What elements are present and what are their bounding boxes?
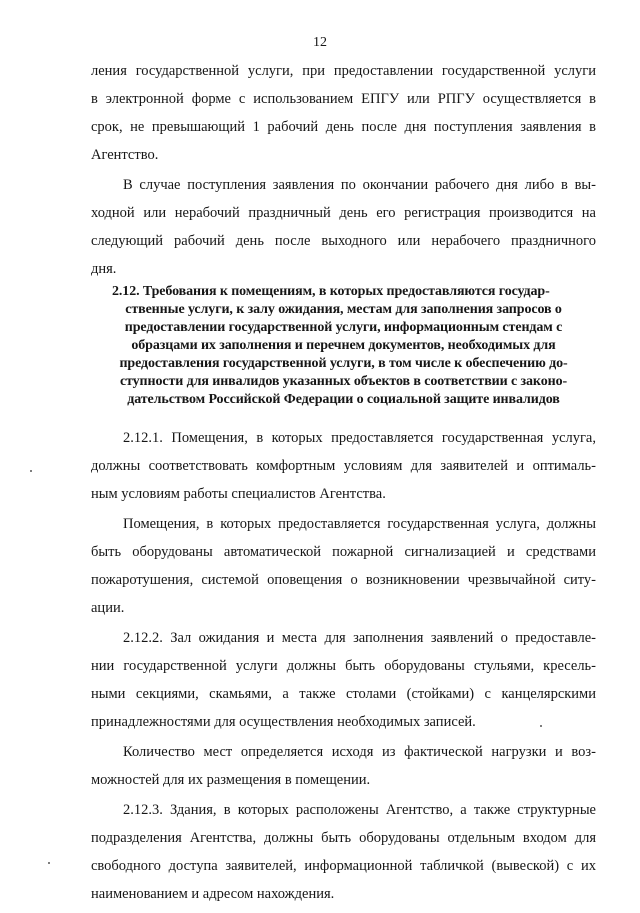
text-line: должны соответствовать комфортным условиям для заявителей и оптималь- (91, 458, 596, 474)
scan-speck (30, 470, 32, 472)
scan-speck (48, 862, 50, 864)
text-line: пожаротушения, системой оповещения о возникновении чрезвычайной ситу- (91, 572, 596, 588)
text-line: быть оборудованы автоматической пожарной сигнализацией и средствами (91, 544, 596, 560)
section-heading-line: предоставления государственной услуги, в том числе к обеспечению до- (119, 356, 568, 371)
section-heading-line: образцами их заполнения и перечнем документов, необходимых для (131, 338, 556, 353)
text-line: Помещения, в которых предоставляется государственная услуга, должны (123, 516, 596, 532)
section-heading-line: предоставлении государственной услуги, информационным стендам с (124, 320, 563, 335)
text-line: наименованием и адресом нахождения. (91, 886, 335, 902)
text-line: ления государственной услуги, при предоставлении государственной услуги (91, 63, 596, 79)
scan-speck (540, 725, 542, 727)
text-line: ходной или нерабочий праздничный день его регистрация производится на (91, 205, 596, 221)
text-line: срок, не превышающий 1 рабочий день после дня поступления заявления в (91, 119, 596, 135)
text-line: Количество мест определяется исходя из фактической нагрузки и воз- (123, 744, 596, 760)
text-line: ации. (91, 600, 125, 616)
text-line: подразделения Агентства, должны быть оборудованы отдельным входом для (91, 830, 596, 846)
text-line: следующий рабочий день после выходного или нерабочего праздничного (91, 233, 596, 249)
text-line: В случае поступления заявления по окончании рабочего дня либо в вы- (123, 177, 596, 193)
text-line: 2.12.3. Здания, в которых расположены Агентство, а также структурные (123, 802, 596, 818)
section-heading-line: дательством Российской Федерации о социальной защите инвалидов (127, 392, 560, 407)
text-line: свободного доступа заявителей, информационной табличкой (вывеской) с их (91, 858, 596, 874)
section-heading-line: ственные услуги, к залу ожидания, местам для заполнения запросов о (125, 302, 562, 317)
page-number: 12 (313, 35, 327, 50)
text-line: Агентство. (91, 147, 159, 163)
text-line: можностей для их размещения в помещении. (91, 772, 371, 788)
text-line: 2.12.1. Помещения, в которых предоставляется государственная услуга, (123, 430, 596, 446)
section-heading-line: ступности для инвалидов указанных объектов в соответствии с законо- (119, 374, 568, 389)
text-line: нии государственной услуги должны быть оборудованы стульями, кресель- (91, 658, 596, 674)
text-line: дня. (91, 261, 117, 277)
section-heading-line: 2.12. Требования к помещениям, в которых предоставляются государ- (112, 284, 550, 299)
text-line: 2.12.2. Зал ожидания и места для заполнения заявлений о предоставле- (123, 630, 596, 646)
text-line: ным условиям работы специалистов Агентства. (91, 486, 386, 502)
text-line: в электронной форме с использованием ЕПГУ или РПГУ осуществляется в (91, 91, 596, 107)
text-line: ными секциями, скамьями, а также столами (стойками) с канцелярскими (91, 686, 596, 702)
text-line: принадлежностями для осуществления необходимых записей. (91, 714, 476, 730)
